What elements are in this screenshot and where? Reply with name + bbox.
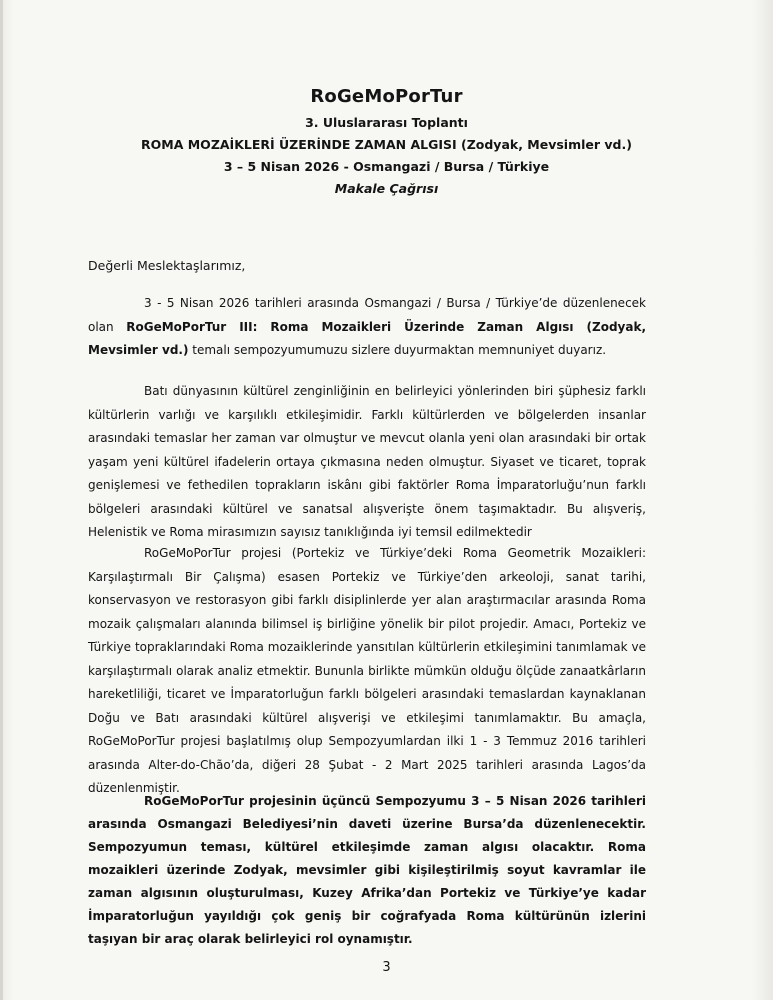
paragraph-intro-end: temalı sempozyumumuzu sizlere duyurmaktan memnuniyet duyarız. [188, 343, 607, 357]
doc-type-line: Makale Çağrısı [334, 181, 439, 196]
meeting-line: 3. Uluslararası Toplantı [305, 115, 468, 130]
symposium-name: RoGeMoPorTur III: Roma Mozaikleri Üzerinde Zaman Algısı (Zodyak, Mevsimler vd.) [88, 319, 647, 357]
paragraph-third-symposium: RoGeMoPorTur projesinin üçüncü Sempozyumu 3 – 5 Nisan 2026 tarihleri arasında Osmangazi Belediyesi’nin daveti üzerine Bursa’da düzenlenecektir. Sempozyumun teması, kültürel etkileşimde zaman algısı olacaktır. Roma mozaikleri üzerinde Zodyak, mevsimler gibi kişileştirilmiş soyut kavramlar ile zaman algısının oluşturulması, Kuzey Afrika’dan Portekiz ve Türkiye’ye kadar İmparatorluğun yayıldığı çok geniş bir coğrafyada Roma kültürünün izlerini taşıyan bir araç olarak belirleyici rol oynamıştır. [88, 794, 646, 946]
page-number: 3 [382, 960, 391, 975]
paragraph-project: RoGeMoPorTur projesi (Portekiz ve Türkiye’deki Roma Geometrik Mozaikleri: Karşılaştırmalı Bir Çalışma) esasen Portekiz ve Türkiye’den arkeoloji, sanat tarihi, konservasyon ve restorasyon gibi farklı disiplinlerde yer alan araştırmacılar arasında Roma mozaik çalışmaları alanında bilimsel iş birliğine yönelik bir pilot projedir. Amacı, Portekiz ve Türkiye topraklarındaki Roma mozaiklerinde yansıtılan kültürlerin etkileşimini tanımlamak ve karşılaştırmalı olarak analiz etmektir. Bununla birlikte mümkün olduğu ölçüde zanaatkârların hareketliliği, ticaret ve İmparatorluğun farklı bölgeleri arasındaki temaslardan kaynaklanan Doğu ve Batı arasındaki kültürel alışverişi ve etkileşimi tanımlamaktır. Bu amaçla, RoGeMoPorTur projesi başlatılmış olup Sempozyumlardan ilki 1 - 3 Temmuz 2016 tarihleri arasında Alter-do-Chão’da, diğeri 28 Şubat - 2 Mart 2025 tarihleri arasında Lagos’da düzenlenmiştir. [88, 546, 646, 795]
greeting: Değerli Meslektaşlarımız, [88, 258, 246, 273]
date-place-line: 3 – 5 Nisan 2026 - Osmangazi / Bursa / Türkiye [223, 159, 550, 174]
theme-line: ROMA MOZAİKLERİ ÜZERİNDE ZAMAN ALGISI (Zodyak, Mevsimler vd.) [141, 137, 632, 152]
paragraph-intro-text: 3 - 5 Nisan 2026 tarihleri arasında Osmangazi / Bursa / Türkiye’de düzenlenecek olan [88, 296, 646, 334]
paragraph-cultural-exchange: Batı dünyasının kültürel zenginliğinin en belirleyici yönlerinden biri şüphesiz farklı kültürlerin varlığı ve karşılıklı etkileşimidir. Farklı kültürlerden ve bölgelerden insanlar arasındaki temaslar her zaman var olmuştur ve mevcut olanla yeni olan arasındaki bir ortak yaşam yeni kültürel ifadelerin ortaya çıkmasına neden olmuştur. Siyaset ve ticaret, toprak genişlemesi ve fethedilen toprakların iskânı gibi faktörler Roma İmparatorluğu’nun farklı bölgeleri arasındaki kültürel ve sanatsal alışverişte önem taşımaktadır. Bu alışveriş, Helenistik ve Roma mirasımızın sayısız tanıklığında iyi temsil edilmektedir [88, 384, 646, 539]
document-header [0, 86, 773, 203]
document-title: RoGeMoPorTur [310, 86, 463, 107]
paragraph-intro [88, 292, 646, 363]
